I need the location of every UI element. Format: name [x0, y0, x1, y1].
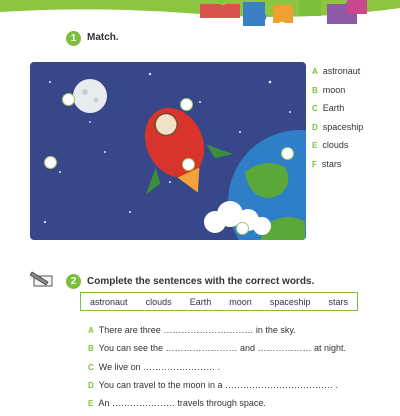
option-item: B moon — [312, 84, 346, 95]
answer-dot-astronaut[interactable] — [180, 98, 193, 111]
word-bank-item: stars — [328, 296, 348, 307]
word-bank-item: astronaut — [90, 296, 128, 307]
answer-dot-stars[interactable] — [44, 156, 57, 169]
space-scene — [30, 62, 306, 240]
puzzle-pieces-icon — [195, 0, 375, 30]
exercise-1-title: Match. — [87, 32, 119, 43]
sentence-item: C We live on …………………… . — [88, 361, 221, 372]
exercise-2-number: 2 — [66, 274, 81, 289]
word-bank-item: moon — [229, 296, 252, 307]
answer-dot-spaceship[interactable] — [182, 158, 195, 171]
option-item: C Earth — [312, 103, 345, 113]
answer-dot-moon[interactable] — [62, 93, 75, 106]
word-bank-item: Earth — [189, 296, 212, 307]
sentence-list — [88, 325, 346, 416]
word-bank-item: spaceship — [269, 296, 311, 307]
answer-dot-earth[interactable] — [281, 147, 294, 160]
exercise-2-title: Complete the sentences with the correct words. — [87, 276, 315, 287]
sentence-item: D You can travel to the moon in a ……………………………… . — [88, 379, 339, 390]
word-bank-item: clouds — [145, 296, 172, 307]
pencil-icon — [30, 268, 56, 290]
option-item: E clouds — [312, 140, 349, 150]
option-item: A astronaut — [312, 66, 361, 76]
answer-dot-clouds[interactable] — [236, 222, 249, 235]
word-bank — [80, 292, 358, 311]
sentence-item: A There are three ………………………… in the sky. — [88, 325, 296, 335]
option-item: F stars — [312, 158, 342, 169]
sentence-item: E An ………………… travels through space. — [88, 398, 266, 409]
option-item: D spaceship — [312, 121, 364, 132]
space-illustration — [30, 62, 306, 240]
sentence-item: B You can see the …………………… and ……………… at night. — [88, 343, 347, 354]
exercise-1-number: 1 — [66, 31, 81, 46]
match-options-list — [312, 66, 363, 177]
